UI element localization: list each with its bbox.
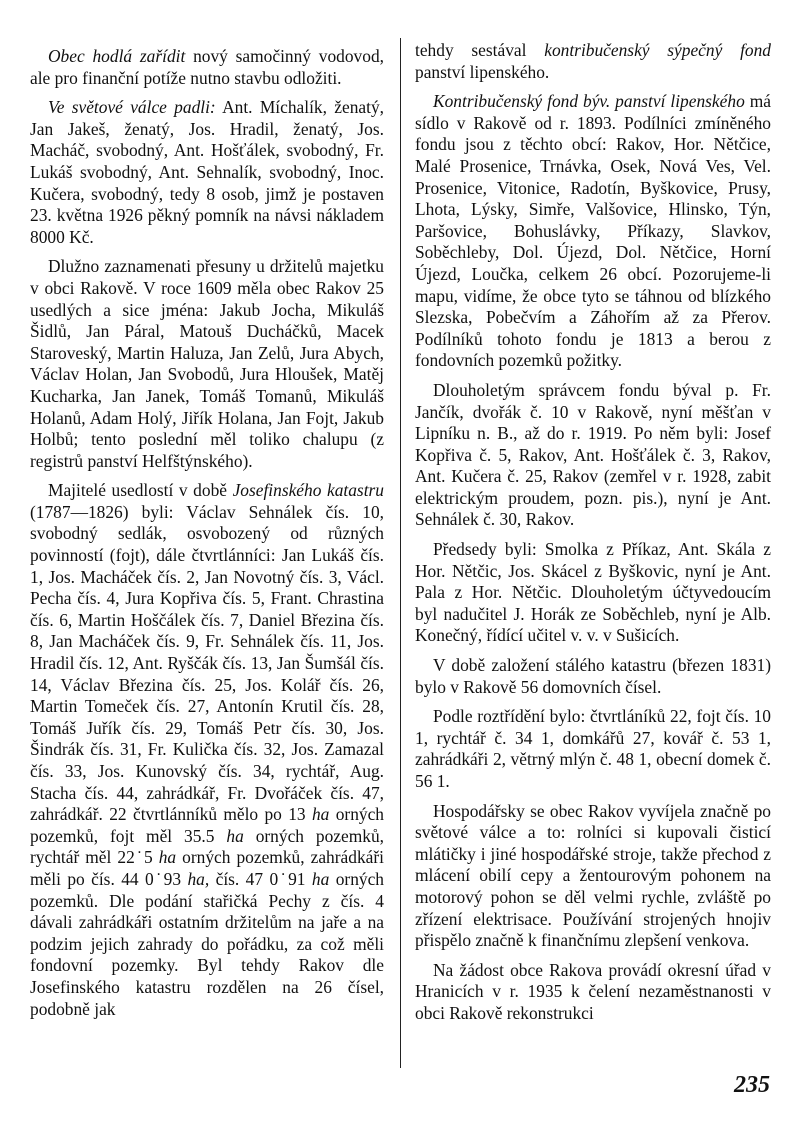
- paragraph-economy: [415, 801, 771, 952]
- text-run: orných pozemků, zahrádkáři měli po čís. 44 0˙93: [30, 847, 384, 889]
- paragraph-waterworks: [30, 46, 384, 89]
- text-run: tehdy sestával: [415, 40, 545, 60]
- text-run: orných pozemků, rychtář měl 22˙5: [30, 825, 384, 868]
- italic-run: ha: [311, 868, 330, 889]
- page-number: 235: [734, 1072, 770, 1098]
- text-run: orných pozemků. Dle podání stařičká Pechy z čís. 4 dávali zahrádkáři ostatním držitelům na jaře a na podzim jejich zahrady do pořádku, za což měli fondovní pozemky. Byl tehdy Rakov dle Josefinského katastru rozdělen na 26 čísel, podobně jak: [30, 868, 385, 1019]
- paragraph-1609-owners: [30, 256, 384, 472]
- italic-run: ha: [158, 847, 177, 868]
- italic-run: Obec hodlá zařídit: [48, 46, 186, 66]
- text-run: nový samočinný vodovod, ale pro finanční potíže nutno stavbu odložiti.: [30, 46, 384, 88]
- italic-run: Josefinského katastru: [232, 480, 384, 501]
- paragraph-chairmen: [415, 539, 771, 647]
- paragraph-contribution-fund: [415, 91, 771, 372]
- text-run: má sídlo v Rakově od r. 1893. Podílníci zmíněného fondu jsou z těchto obcí: Rakov, Hor. Nětčice, Malé Prosenice, Trnávka, Osek, Nová Ves, Vel. Prosenice, Vitonice, Radotín, Byškovice, Prusy, Lhota, Lýsky, Simře, Valšovice, Hlinsko, Týn, Paršovice, Bohuslávky, Příkazy, Slavkov, Soběchleby, Dol. Újezd, Dol. Nětčice, Horní Újezd, Loučka, celkem 26 obcí. Pozorujeme-li mapu, vidíme, že obce tyto se táhnou od blízkého Slezska, Pobečvím a Záhořím až za Přerov. Podílníků tohoto fondu je 1813 a berou z fondovních pozemků požitky.: [415, 91, 771, 371]
- text-run: čís. 47 0˙91: [209, 868, 312, 889]
- text-run: Předsedy byli: Smolka z Příkaz, Ant. Skála z Hor. Nětčic, Jos. Skácel z Byškovic, nyní je Ant. Pala z Hor. Nětčic. Dlouholetým účtyvedoucím byl nadučitel J. Horák ze Soběchleb, nyní je Alb. Konečný, řídící učitel v. v. v Sušicích.: [415, 539, 771, 646]
- italic-run: Ve světové válce padli:: [48, 97, 216, 118]
- text-run: V době založení stálého katastru (březen 1831) bylo v Rakově 56 domovních čísel.: [415, 655, 771, 697]
- text-run: Hospodářsky se obec Rakov vyvíjela značně po světové válce a to: rolníci si kupovali čisticí mlátičky i jiné hospodářské stroje, takže přechod z mlácení obilí cepy a žentourovým pohonem na motorový pohon se děl velmi rychle, zvláště po zřízení elektrisace. Používání strojených hnojiv přispělo značně k finančnímu zlepšení venkova.: [415, 800, 771, 951]
- paragraph-continuation: [415, 40, 771, 83]
- left-column: [30, 46, 384, 1028]
- text-run: Na žádost obce Rakova provádí okresní úřad v Hranicích v r. 1935 k čelení nezaměstnanosti v obci Rakově rekonstrukci: [415, 959, 771, 1023]
- right-column: [415, 40, 771, 1033]
- text-run: Dlouholetým správcem fondu býval p. Fr. Jančík, dvořák č. 10 v Rakově, nyní měšťan v Lipníku n. B., až do r. 1919. Po něm byli: Josef Kopřiva č. 5, Rakov, Ant. Hošťálek č. 3, Rakov, Ant. Kučera č. 25, Rakov (zemřel v r. 1928, zabit elektrickým proudem, pozn. pis.), nyní je Ant. Sehnálek č. 30, Rakov.: [415, 379, 771, 530]
- italic-run: Kontribučenský fond býv. panství lipenského: [433, 91, 745, 112]
- italic-run: ha: [226, 825, 244, 846]
- text-run: panství lipenského.: [415, 61, 550, 82]
- text-run: Ant. Míchalík, ženatý, Jan Jakeš, ženatý, Jos. Hradil, ženatý, Jos. Macháč, svobodný, Ant. Hošťálek, svobodný, Fr. Lukáš svobodný, Ant. Sehnalík, svobodný, Inoc. Kučera, svobodný, tedy 8 osob, jimž je postaven 23. května 1926 pěkný pomník na návsi nákladem 8000 Kč.: [30, 97, 384, 247]
- italic-run: kontribučenský sýpečný fond: [544, 40, 771, 60]
- paragraph-classification: [415, 706, 771, 792]
- column-divider: [400, 38, 401, 1068]
- italic-run: ha,: [187, 868, 210, 889]
- paragraph-war-fallen: [30, 97, 384, 248]
- text-run: Podle roztřídění bylo: čtvrtláníků 22, fojt čís. 10 1, rychtář č. 34 1, domkářů 27, kovář č. 53 1, zahrádkáři 2, větrný mlýn č. 48 1, obecní domek č. 56 1.: [415, 706, 771, 791]
- italic-run: ha: [311, 804, 330, 825]
- text-run: (1787—1826) byli: Václav Sehnálek čís. 10, svobodný sedlák, osvobozený od různých povinností (fojt), dále čtvrtlánníci: Jan Lukáš čís. 1, Jos. Macháček čís. 2, Jan Novotný čís. 3, Václ. Pecha čís. 4, Jura Kopřiva čís. 5, Frant. Chrastina čís. 6, Martin Hoščálek čís. 7, Daniel Březina čís. 8, Jan Macháček čís. 9, Fr. Sehnálek čís. 11, Jos. Hradil čís. 12, Ant. Ryščák čís. 13, Jan Šumšál čís. 14, Václav Březina čís. 25, Jos. Kolář čís. 26, Martin Tomeček čís. 27, Antonín Krutil čís. 28, Tomáš Juřík čís. 29, Tomáš Petr čís. 30, Jos. Šindrák čís. 31, Fr. Kulička čís. 32, Jos. Zamazal čís. 33, Jos. Kunovský čís. 34, rychtář, Aug. Stacha čís. 44, zahrádkář, Fr. Dvořáček čís. 47, zahrádkář. 22 čtvrtlánníků mělo po 13: [30, 501, 384, 825]
- paragraph-stable-cadastre: [415, 655, 771, 698]
- text-run: Majitelé usedlostí v době: [48, 480, 233, 501]
- paragraph-fund-administrators: [415, 380, 771, 531]
- text-run: orných pozemků, fojt měl 35.5: [30, 804, 384, 846]
- text-run: Dlužno zaznamenati přesuny u držitelů majetku v obci Rakově. V roce 1609 měla obec Rakov 25 usedlých a sice jména: Jakub Jocha, Mikuláš Šidlů, Jan Páral, Matouš Ducháčků, Macek Staroveský, Martin Haluza, Jan Zelů, Jura Abych, Václav Holan, Jan Svobodů, Jura Hloušek, Matěj Kucharka, Jan Janek, Tomáš Tomanů, Mikuláš Holanů, Adam Holý, Jiřík Holana, Jan Fojt, Jakub Holbů; tento poslední měl toliko chalupu (z registrů panství Helfštýnského).: [30, 256, 384, 471]
- paragraph-unemployment: [415, 960, 771, 1025]
- paragraph-josefinian-cadastre: [30, 480, 384, 1020]
